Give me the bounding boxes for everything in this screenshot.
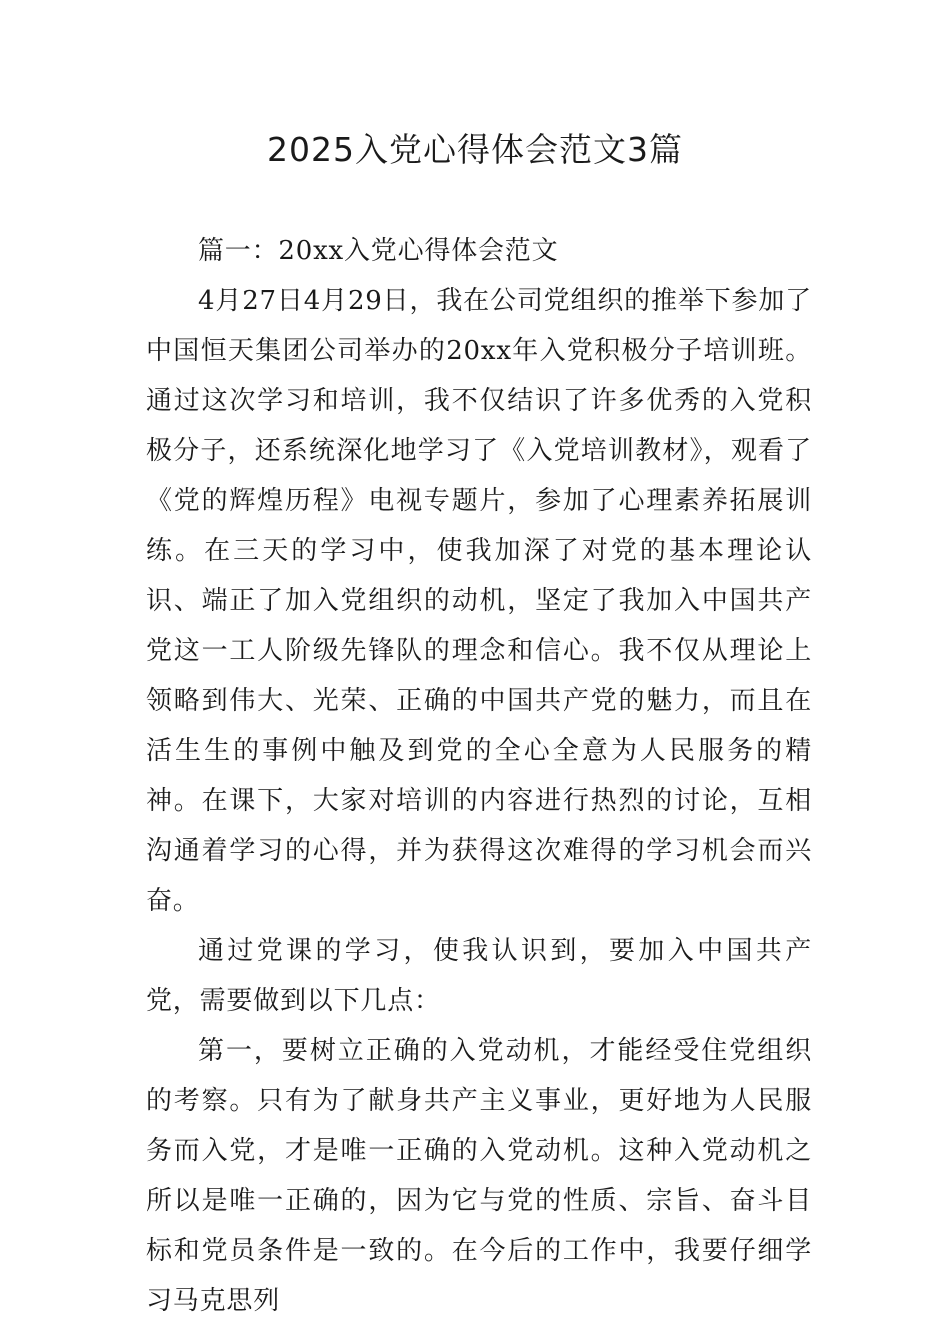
- body-paragraph: 通过党课的学习，使我认识到，要加入中国共产党，需要做到以下几点：: [146, 936, 812, 1016]
- body-paragraph: 第一，要树立正确的入党动机，才能经受住党组织的考察。只有为了献身共产主义事业，更好地为人民服务而入党，才是唯一正确的入党动机。这种入党动机之所以是唯一正确的，因为它与党的性质、宗旨、奋斗目标和党员条件是一致的。在今后的工作中，我要仔细学习马克思列: [146, 1036, 812, 1316]
- document-body: [146, 226, 812, 1326]
- section-heading: 篇一：20xx入党心得体会范文: [198, 236, 559, 266]
- document-title: 2025入党心得体会范文3篇: [267, 130, 683, 169]
- body-paragraph: 4月27日4月29日，我在公司党组织的推举下参加了中国恒天集团公司举办的20xx年入党积极分子培训班。通过这次学习和培训，我不仅结识了许多优秀的入党积极分子，还系统深化地学习了《入党培训教材》，观看了《党的辉煌历程》电视专题片，参加了心理素养拓展训练。在三天的学习中，使我加深了对党的基本理论认识、端正了加入党组织的动机，坚定了我加入中国共产党这一工人阶级先锋队的理念和信心。我不仅从理论上领略到伟大、光荣、正确的中国共产党的魅力，而且在活生生的事例中触及到党的全心全意为人民服务的精神。在课下，大家对培训的内容进行热烈的讨论，互相沟通着学习的心得，并为获得这次难得的学习机会而兴奋。: [146, 286, 812, 916]
